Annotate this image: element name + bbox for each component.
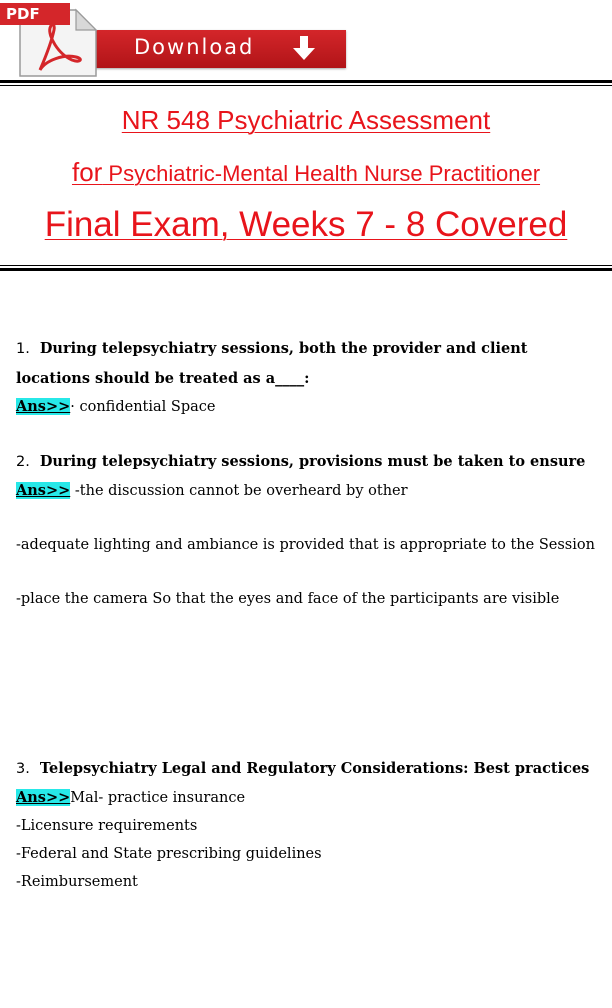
top-rule-thick xyxy=(0,80,612,83)
question-2 xyxy=(16,447,600,613)
pdf-tag: PDF xyxy=(0,3,70,25)
answer-2 xyxy=(16,477,600,505)
download-label: Download xyxy=(134,35,255,59)
answer-tag: Ans>> xyxy=(16,398,71,415)
question-number: 2. xyxy=(16,454,30,470)
bottom-rule-thick xyxy=(0,268,612,271)
answer-tag: Ans>> xyxy=(16,789,71,806)
question-1-text: 1. During telepsychiatry sessions, both the provider and client locations should be treated as a____: xyxy=(16,340,528,387)
answer-3-detail-1: -Licensure requirements xyxy=(16,818,198,834)
answer-text: -the discussion cannot be overheard by other xyxy=(70,483,408,499)
answer-3-detail-3: -Reimbursement xyxy=(16,874,138,890)
download-arrow-icon xyxy=(293,36,315,62)
top-rule-thin xyxy=(0,85,612,86)
download-button[interactable] xyxy=(80,30,346,68)
question-number: 1. xyxy=(16,341,30,357)
answer-tag: Ans>> xyxy=(16,482,71,499)
title-line-2-rest: Psychiatric-Mental Health Nurse Practitioner xyxy=(102,161,541,186)
title-line-1: NR 548 Psychiatric Assessment xyxy=(121,105,491,135)
question-3-text: 3. Telepsychiatry Legal and Regulatory Considerations: Best practices xyxy=(16,760,590,777)
answer-3-detail-2: -Federal and State prescribing guidelines xyxy=(16,846,322,862)
title-line-2 xyxy=(0,157,612,188)
answer-2-detail-2: -place the camera So that the eyes and face of the participants are visible xyxy=(16,591,560,607)
answer-1 xyxy=(16,393,600,421)
question-2-text: 2. During telepsychiatry sessions, provisions must be taken to ensure xyxy=(16,453,586,470)
question-3 xyxy=(16,754,600,896)
question-1 xyxy=(16,334,600,421)
answer-3 xyxy=(16,784,600,812)
answer-text: Mal- practice insurance xyxy=(70,790,246,806)
question-number: 3. xyxy=(16,761,30,777)
download-banner[interactable] xyxy=(0,0,350,78)
title-line-2-prefix: for xyxy=(71,157,103,187)
title-line-3: Final Exam, Weeks 7 - 8 Covered xyxy=(44,205,568,244)
bottom-rule-thin xyxy=(0,265,612,266)
answer-2-detail-1: -adequate lighting and ambiance is provided that is appropriate to the Session xyxy=(16,537,595,553)
answer-text: · confidential Space xyxy=(70,399,216,415)
